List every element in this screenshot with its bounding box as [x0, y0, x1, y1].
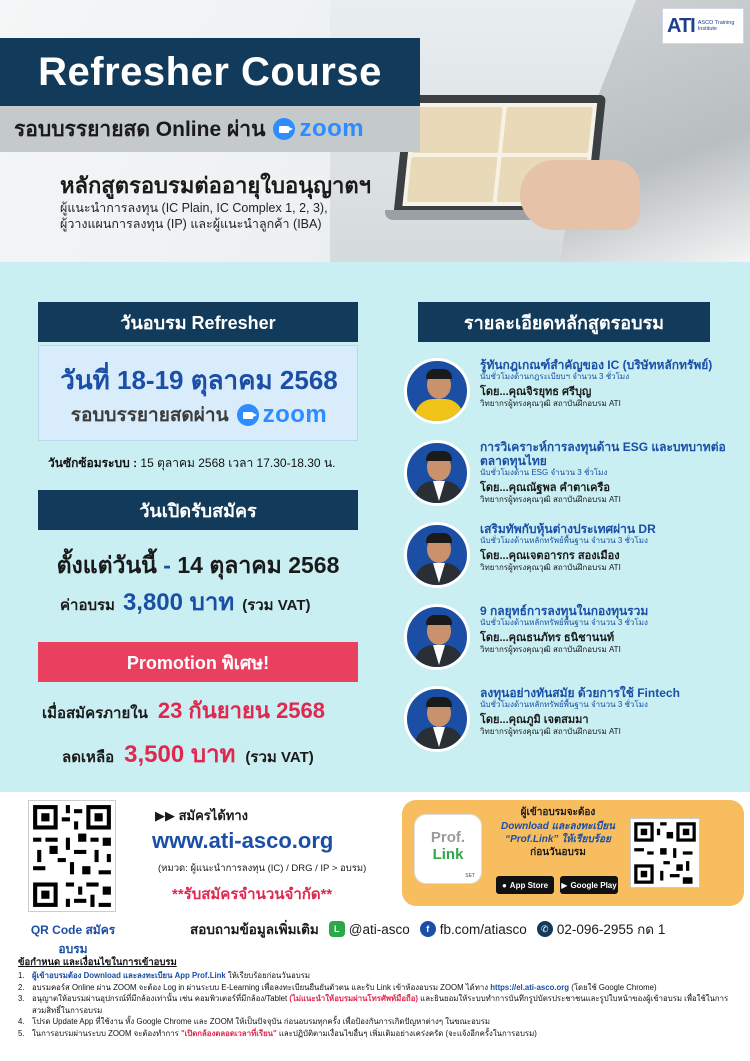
play-icon: ▶	[561, 880, 568, 890]
registration-end: 14 ตุลาคม 2568	[177, 552, 340, 578]
rule-text: อนุญาตให้อบรมผ่านอุปกรณ์ที่มีกล้องเท่านั้น เช่น คอมพิวเตอร์ที่มีกล้อง/Tablet	[32, 994, 290, 1003]
promotion-price-amount: 3,500 บาท	[124, 741, 236, 768]
rule-number: 3.	[18, 994, 25, 1003]
speaker-role: วิทยากรผู้ทรงคุณวุฒิ สถาบันฝึกอบรม ATI	[480, 727, 621, 736]
speaker-hours: นับชั่วโมงด้านกฎระเบียบฯ จำนวน 3 ชั่วโมง	[480, 372, 630, 381]
speaker-card	[404, 440, 744, 512]
speaker-name: โดย...คุณเจตอารกร สองเมือง	[480, 550, 620, 562]
prof-link-line: ก่อนวันอบรม	[530, 847, 586, 858]
facebook-url: fb.com/atiasco	[439, 921, 527, 937]
rule-number: 2.	[18, 982, 25, 992]
registration-heading: วันเปิดรับสมัคร	[38, 490, 358, 530]
speaker-photo	[404, 686, 470, 752]
speaker-card	[404, 604, 744, 676]
ati-logo	[662, 8, 744, 44]
rules-title: ข้อกำหนด และเงื่อนไขในการเข้าอบรม	[18, 957, 177, 968]
speaker-card	[404, 522, 744, 594]
phone-icon: ✆	[537, 921, 553, 937]
prof-link-line: Download และลงทะเบียน	[501, 821, 615, 832]
qr-code-icon	[29, 801, 115, 911]
rule-number: 1.	[18, 971, 25, 980]
zoom-logo	[273, 115, 364, 143]
speaker-hours: นับชั่วโมงด้านหลักทรัพย์พื้นฐาน จำนวน 3 ชั่วโมง	[480, 618, 648, 627]
promotion-price	[62, 734, 314, 773]
speaker-photo	[404, 604, 470, 670]
promotion-heading: Promotion พิเศษ!	[38, 642, 358, 682]
rule-text: ในการอบรมผ่านระบบ ZOOM จะต้องทำการ	[32, 1028, 181, 1038]
app-store-label: App Store	[509, 880, 549, 890]
app-store-badge[interactable]	[496, 876, 554, 894]
facebook-icon: f	[420, 921, 436, 937]
speaker-topic: ลงทุนอย่างทันสมัย ด้วยการใช้ Fintech	[480, 686, 680, 700]
registration-range	[0, 548, 396, 584]
details-heading: รายละเอียดหลักสูตรอบรม	[418, 302, 710, 342]
speaker-photo	[404, 440, 470, 506]
speaker-card	[404, 686, 744, 758]
rule-text: อบรมคอร์ส Online ผ่าน ZOOM จะต้อง Log in ผ่านระบบ E-Learning เพื่อลงทะเบียนยืนยันตัวตน และรับ Link เข้าห้องอบรม ZOOM ได้ทาง	[32, 982, 491, 992]
prof-link-logo	[414, 814, 482, 884]
registration-separator: -	[163, 552, 171, 578]
hero-banner	[0, 0, 750, 262]
subtitle: รอบบรรยายสด Online ผ่าน	[14, 117, 266, 141]
training-date-card	[38, 345, 358, 441]
promotion-reduce-label: ลดเหลือ	[62, 749, 115, 766]
prof-link-logo-a: Prof.	[430, 829, 466, 846]
speaker-hours: นับชั่วโมงด้านหลักทรัพย์พื้นฐาน จำนวน 3 ชั่วโมง	[480, 700, 648, 709]
page-title: Refresher Course	[38, 49, 382, 94]
speaker-topic: 9 กลยุทธ์การลงทุนในกองทุนรวม	[480, 604, 649, 618]
speaker-name: โดย...คุณภูมิ เจตสมมา	[480, 714, 589, 726]
contact-label: สอบถามข้อมูลเพิ่มเติม	[190, 922, 319, 937]
website-path: (หมวด: ผู้แนะนำการลงทุน (IC) / DRG / IP > อบรม)	[158, 863, 367, 874]
signup-via: ▶▶ สมัครได้ทาง	[155, 808, 248, 823]
speaker-role: วิทยากรผู้ทรงคุณวุฒิ สถาบันฝึกอบรม ATI	[480, 399, 621, 408]
training-mode	[39, 400, 359, 430]
speaker-name: โดย...คุณจิรยุทธ ศรีบุญ	[480, 386, 592, 398]
speaker-card	[404, 358, 744, 430]
logo-subtext: ASCO Training Institute	[697, 20, 735, 32]
subtitle-bar	[0, 106, 420, 152]
prof-link-line: ผู้เข้าอบรมจะต้อง	[520, 807, 596, 818]
zoom-wordmark: zoom	[262, 401, 328, 428]
phone-contact[interactable]	[537, 918, 666, 940]
rehearsal-date	[48, 454, 335, 473]
course-title: หลักสูตรอบรมต่ออายุใบอนุญาตฯ	[60, 173, 371, 198]
speaker-hours: นับชั่วโมงด้านหลักทรัพย์พื้นฐาน จำนวน 3 ชั่วโมง	[480, 536, 648, 545]
fee-note: (รวม VAT)	[242, 597, 311, 614]
rehearsal-label: วันซักซ้อมระบบ :	[48, 456, 138, 470]
rule-text: (โดยใช้ Google Chrome)	[569, 982, 657, 992]
phone-number: 02-096-2955 กด 1	[556, 922, 666, 937]
speaker-topic: การวิเคราะห์การลงทุนด้าน ESG และบทบาทต่อตลาดทุนไทย	[480, 440, 726, 468]
limited-seats: **รับสมัครจำนวนจำกัด**	[172, 886, 333, 903]
rule-number: 4.	[18, 1017, 25, 1026]
rule-text: ให้เรียบร้อยก่อนวันอบรม	[225, 971, 311, 980]
fee-amount: 3,800 บาท	[122, 589, 235, 616]
prof-link-instructions	[488, 806, 628, 860]
registration-start: ตั้งแต่วันนี้	[56, 552, 157, 578]
speaker-name: โดย...คุณณัฐพล คำตาเครือ	[480, 482, 611, 494]
training-heading: วันอบรม Refresher	[38, 302, 358, 342]
rule-warning: (ไม่แนะนำให้อบรมผ่านโทรศัพท์มือถือ)	[289, 994, 418, 1003]
rule-item	[18, 993, 738, 1016]
line-id: @ati-asco	[348, 921, 410, 937]
speaker-hours: นับชั่วโมงด้าน ESG จำนวน 3 ชั่วโมง	[480, 468, 608, 477]
course-subtitle-line: ผู้วางแผนการลงทุน (IP) และผู้แนะนำลูกค้า (IBA)	[60, 217, 322, 231]
zoom-logo	[237, 401, 328, 429]
fee-label: ค่าอบรม	[60, 597, 115, 614]
speaker-name: โดย...คุณธนภัทร ธนิชานนท์	[480, 632, 615, 644]
rule-warning: "เปิดกล้องตลอดเวลาที่เรียน"	[180, 1028, 277, 1038]
training-mode-text: รอบบรรยายสดผ่าน	[70, 405, 229, 426]
google-play-label: Google Play	[570, 880, 617, 890]
store-badges	[496, 876, 618, 894]
rule-text: และปฏิบัติตามเงื่อนไขอื่นๆ เพิ่มเติมอย่างเคร่งครัด (จะแจ้งอีกครั้งในการอบรม)	[276, 1028, 537, 1038]
zoom-camera-icon	[273, 118, 295, 140]
speaker-topic: เสริมทัพกับหุ้นต่างประเทศผ่าน DR	[480, 522, 656, 536]
course-subtitle	[60, 200, 328, 232]
website-link[interactable]: www.ati-asco.org	[152, 828, 334, 853]
signup-qr-code[interactable]	[28, 800, 116, 912]
speaker-topic: รู้ทันกฎเกณฑ์สำคัญของ IC (บริษัทหลักทรัพย์)	[480, 358, 713, 372]
qr-caption: QR Code สมัครอบรม	[30, 923, 116, 956]
course-fee	[60, 582, 311, 621]
hand-image	[520, 160, 640, 230]
rule-item	[18, 982, 738, 994]
line-icon: L	[329, 921, 345, 937]
promotion-condition-text: เมื่อสมัครภายใน	[42, 705, 148, 722]
contact-row	[190, 918, 665, 940]
prof-link-line: “Prof.Link” ให้เรียบร้อย	[505, 834, 611, 845]
prof-link-qr-code[interactable]	[630, 818, 700, 888]
qr-code-icon	[631, 819, 699, 887]
line-contact[interactable]	[329, 921, 410, 937]
speaker-photo	[404, 358, 470, 424]
apple-icon: ●	[501, 880, 507, 890]
zoom-wordmark: zoom	[299, 115, 365, 142]
rehearsal-value: 15 ตุลาคม 2568 เวลา 17.30-18.30 น.	[140, 456, 336, 470]
facebook-contact[interactable]	[420, 921, 527, 937]
title-bar	[0, 38, 420, 106]
elearning-link[interactable]: https://el.ati-asco.org	[490, 982, 570, 992]
rule-highlight: ผู้เข้าอบรมต้อง Download และลงทะเบียน App Prof.Link	[32, 971, 226, 980]
promotion-deadline: 23 กันยายน 2568	[157, 698, 326, 723]
zoom-camera-icon	[237, 404, 259, 426]
promotion-condition	[42, 693, 325, 728]
rule-text: และยินยอมให้ระบบทำการบันทึกรูปบัตรประชาชนและรูปใบหน้าของผู้เข้าอบรม เพื่อใช้ในการสวมสิทธิ์ในการอบรม	[32, 994, 729, 1015]
rules-list	[18, 970, 738, 1039]
rule-text: โปรด Update App ที่ใช้งาน ทั้ง Google Chrome และ ZOOM ให้เป็นปัจจุบัน ก่อนอบรมทุกครั้ง เพื่อป้องกันการเกิดปัญหาต่างๆ ในขณะอบรม	[32, 1017, 491, 1026]
rule-item	[18, 1016, 738, 1028]
google-play-badge[interactable]	[560, 876, 618, 894]
speaker-role: วิทยากรผู้ทรงคุณวุฒิ สถาบันฝึกอบรม ATI	[480, 563, 621, 572]
rule-number: 5.	[18, 1028, 25, 1038]
speaker-role: วิทยากรผู้ทรงคุณวุฒิ สถาบันฝึกอบรม ATI	[480, 495, 621, 504]
speaker-role: วิทยากรผู้ทรงคุณวุฒิ สถาบันฝึกอบรม ATI	[480, 645, 621, 654]
speaker-photo	[404, 522, 470, 588]
prof-link-logo-c: SET	[465, 873, 475, 879]
prof-link-logo-b: Link	[432, 846, 464, 863]
logo-text: ATI	[667, 14, 695, 37]
rule-item	[18, 1028, 738, 1040]
course-subtitle-line: ผู้แนะนำการลงทุน (IC Plain, IC Complex 1, 2, 3),	[60, 201, 328, 215]
promotion-price-note: (รวม VAT)	[245, 749, 314, 766]
rule-item	[18, 970, 738, 982]
training-date: วันที่ 18-19 ตุลาคม 2568	[60, 365, 338, 395]
